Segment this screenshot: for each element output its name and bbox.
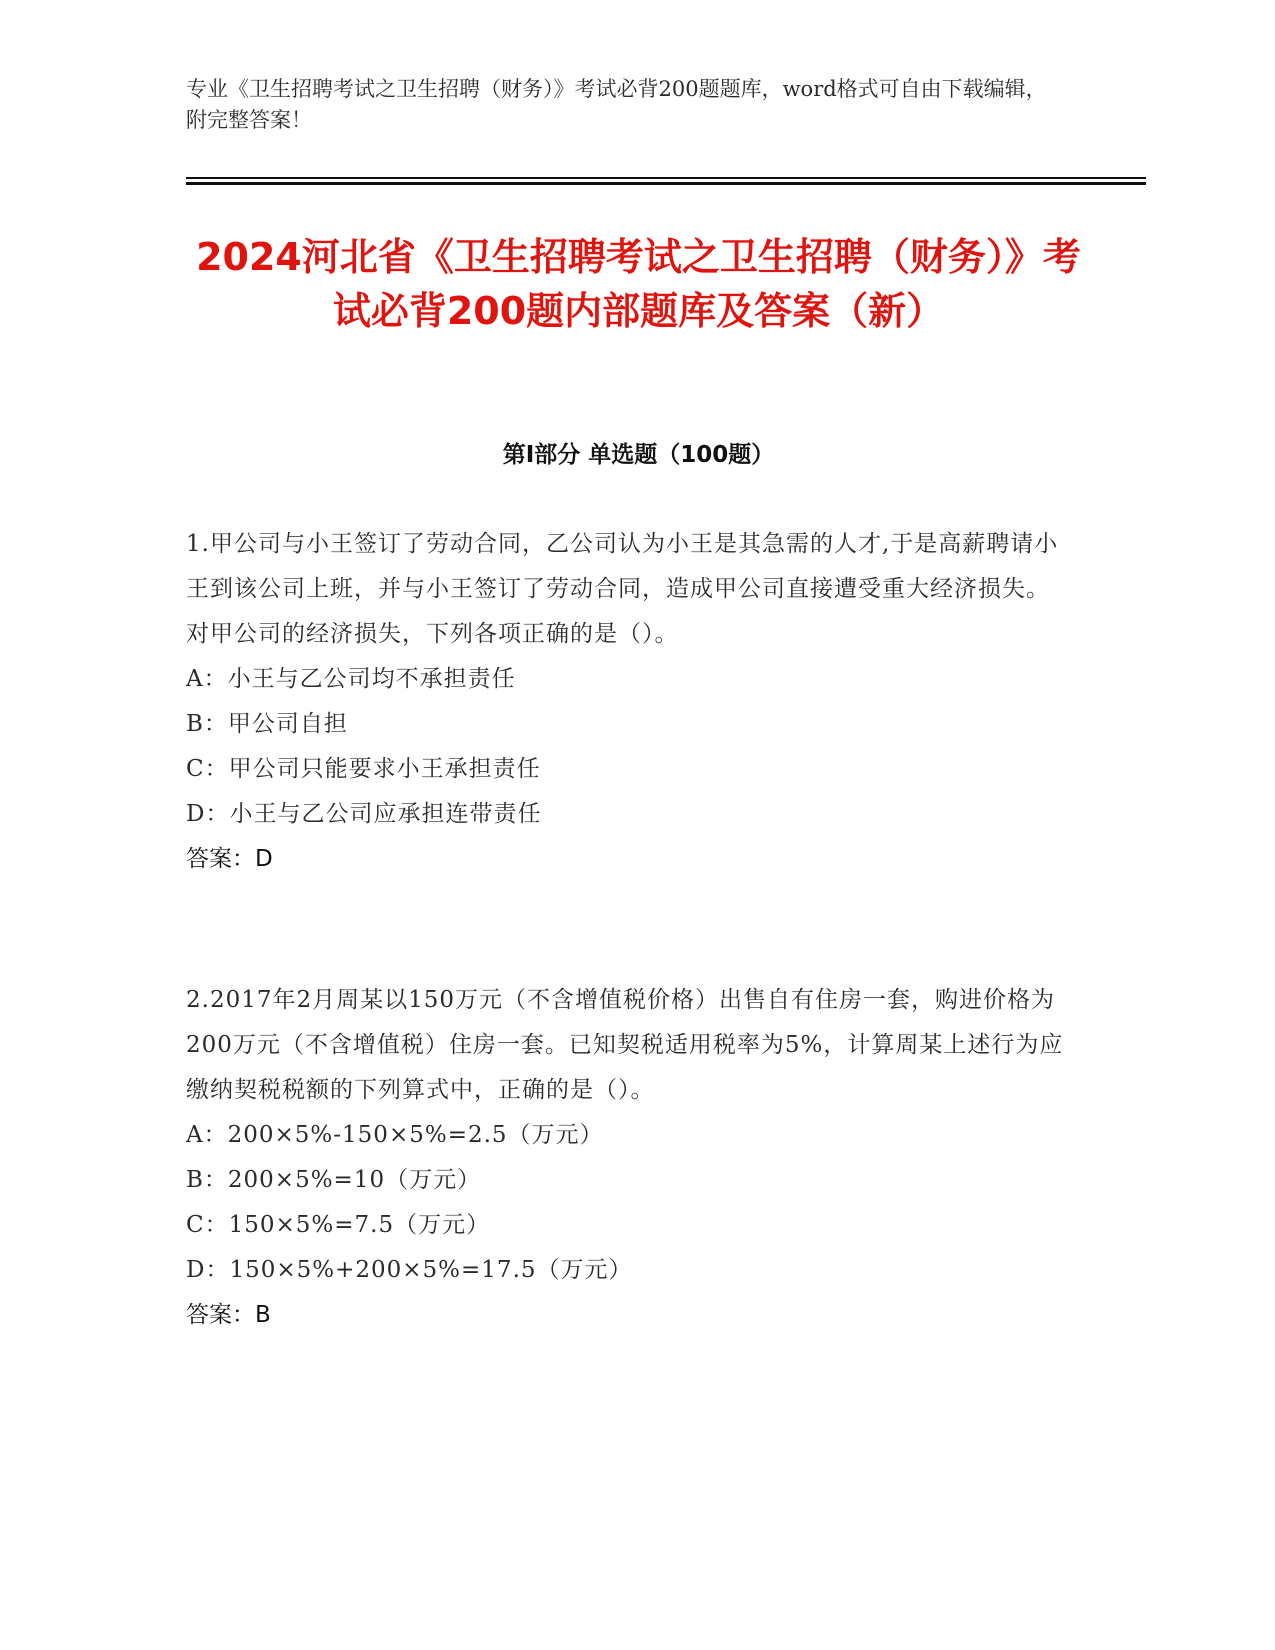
option-d: D：150×5%+200×5%=17.5（万元） <box>186 1257 633 1283</box>
question-1 <box>186 522 1066 882</box>
question-2 <box>186 978 1066 1338</box>
option-c: C：150×5%=7.5（万元） <box>186 1212 491 1238</box>
option-b: B：甲公司自担 <box>186 711 348 737</box>
option-b: B：200×5%=10（万元） <box>186 1167 482 1193</box>
option-a: A：200×5%-150×5%=2.5（万元） <box>186 1122 604 1148</box>
section-heading: 第Ⅰ部分 单选题（100题） <box>502 442 775 468</box>
option-d: D：小王与乙公司应承担连带责任 <box>186 801 542 827</box>
question-stem: 2.2017年2月周某以150万元（不含增值税价格）出售自有住房一套，购进价格为200万元（不含增值税）住房一套。已知契税适用税率为5%，计算周某上述行为应缴纳契税税额的下列算式中，正确的是（）。 <box>186 987 1064 1103</box>
option-a: A：小王与乙公司均不承担责任 <box>186 666 516 692</box>
document-title: 2024河北省《卫生招聘考试之卫生招聘（财务）》考试必背200题内部题库及答案（新） <box>196 235 1081 333</box>
question-stem: 1.甲公司与小王签订了劳动合同，乙公司认为小王是其急需的人才,于是高薪聘请小王到该公司上班，并与小王签订了劳动合同，造成甲公司直接遭受重大经济损失。对甲公司的经济损失，下列各项正确的是（）。 <box>186 531 1059 647</box>
header-note: 专业《卫生招聘考试之卫生招聘（财务）》考试必背200题题库，word格式可自由下载编辑，附完整答案！ <box>186 77 1047 132</box>
option-c: C：甲公司只能要求小王承担责任 <box>186 756 541 782</box>
header-divider-thick <box>186 182 1146 185</box>
answer: 答案：D <box>186 846 273 872</box>
header-divider-thin <box>186 177 1146 179</box>
answer: 答案：B <box>186 1302 271 1328</box>
